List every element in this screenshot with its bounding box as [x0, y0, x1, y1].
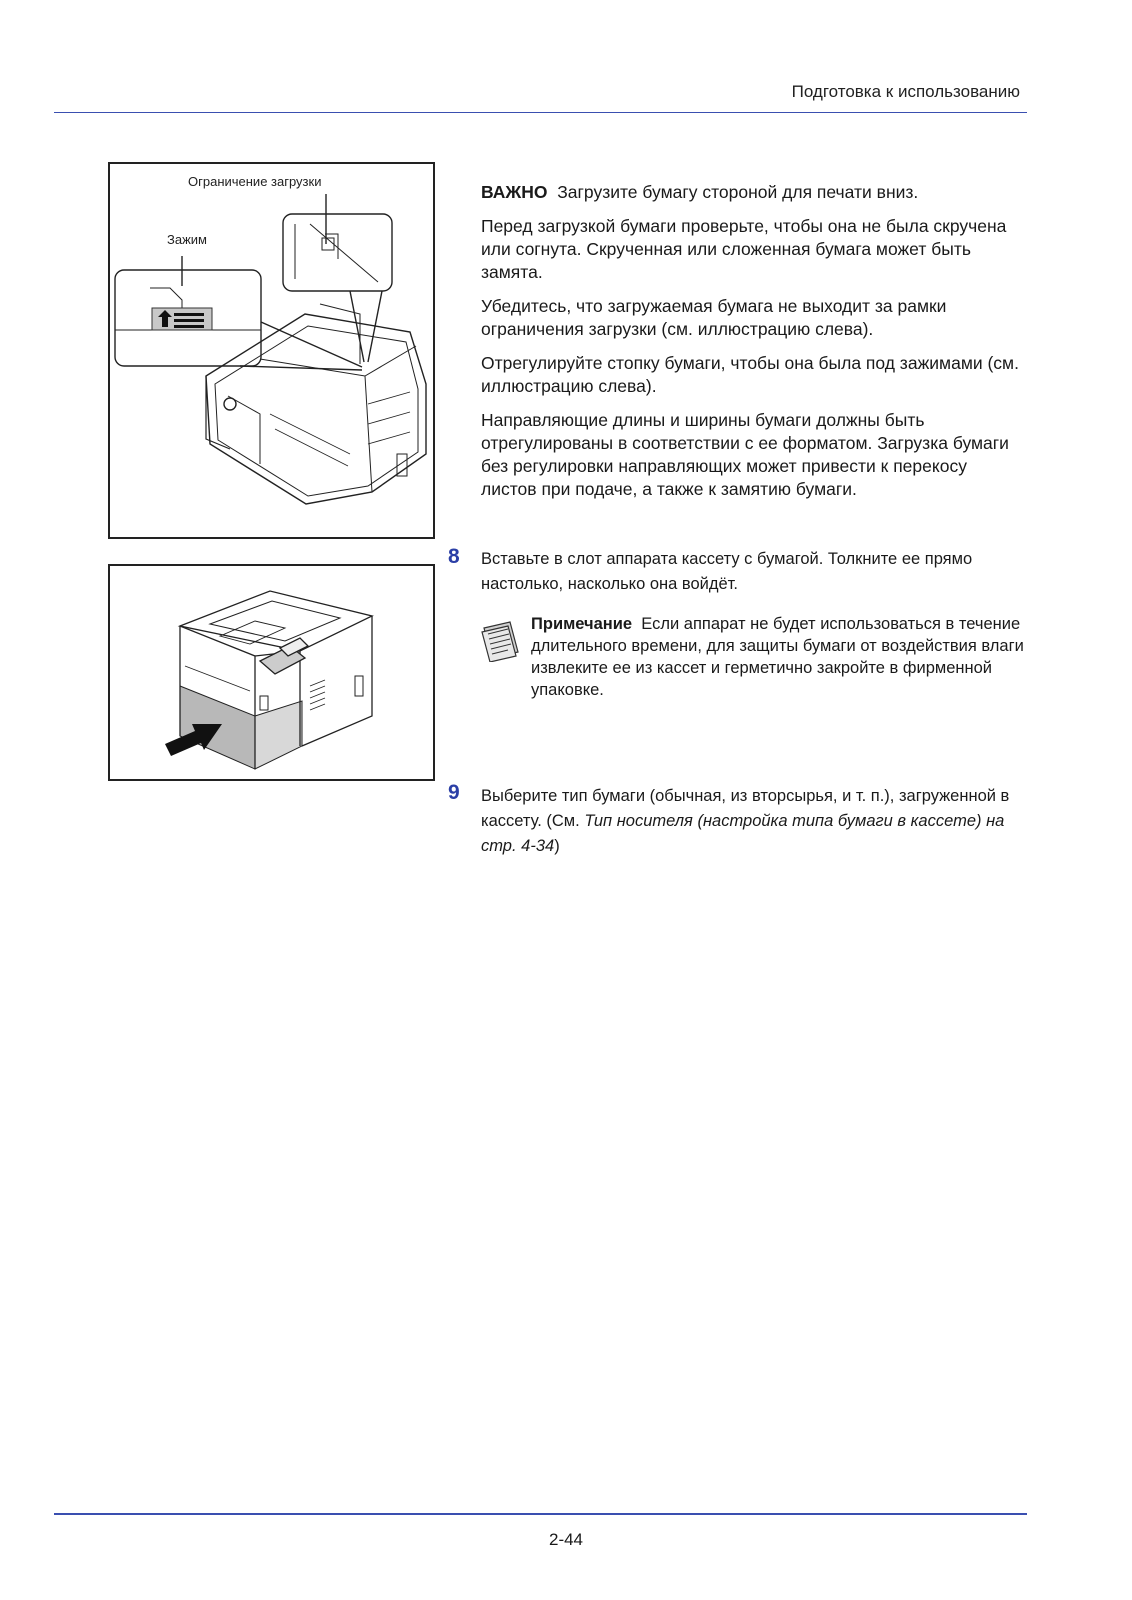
- important-text: Загрузите бумагу стороной для печати вниз.: [557, 182, 919, 202]
- note-block: [531, 613, 1031, 701]
- label-load-limit: Ограничение загрузки: [188, 174, 322, 189]
- note-icon: [478, 618, 522, 662]
- cross-reference-link[interactable]: Тип носителя (настройка типа бумаги в кассете) на стр. 4-34: [481, 812, 1005, 855]
- note-label: Примечание: [531, 615, 633, 633]
- running-header: Подготовка к использованию: [791, 82, 1020, 101]
- step-number: 8: [448, 545, 460, 568]
- cassette-illustration: [108, 162, 435, 539]
- cassette-drawing: [110, 164, 433, 537]
- header-rule: [54, 112, 1027, 113]
- step-text: [481, 784, 1031, 859]
- footer-rule: [54, 1513, 1027, 1515]
- step-number: 9: [448, 781, 460, 804]
- step-text: Вставьте в слот аппарата кассету с бумагой. Толкните ее прямо настолько, насколько она войдёт.: [481, 550, 973, 593]
- step9-text-after: ): [554, 837, 560, 855]
- important-paragraph: Перед загрузкой бумаги проверьте, чтобы она не была скручена или согнута. Скрученная или сложенная бумага может быть замята.: [481, 216, 1007, 282]
- label-clamp: Зажим: [167, 232, 207, 247]
- important-paragraph: Убедитесь, что загружаемая бумага не выходит за рамки ограничения загрузки (см. иллюстрацию слева).: [481, 296, 947, 339]
- important-block: [481, 181, 1026, 512]
- important-paragraph: Направляющие длины и ширины бумаги должны быть отрегулированы в соответствии с ее форматом. Загрузка бумаги без регулировки направляющих может привести к перекосу листов при подаче, а также к замятию бумаги.: [481, 410, 1009, 499]
- note-text: Если аппарат не будет использоваться в течение длительного времени, для защиты бумаги от воздействия влаги извлеките ее из кассет и герметично закройте в фирменной упаковке.: [531, 615, 1024, 699]
- important-label: ВАЖНО: [481, 182, 548, 202]
- important-paragraph: Отрегулируйте стопку бумаги, чтобы она была под зажимами (см. иллюстрацию слева).: [481, 353, 1019, 396]
- printer-illustration: [108, 564, 435, 781]
- page-number: 2-44: [548, 1530, 584, 1549]
- step9-text-before: Выберите тип бумаги (обычная, из вторсырья, и т. п.), загруженной в кассету. (См.: [481, 787, 1010, 830]
- printer-drawing: [110, 566, 433, 779]
